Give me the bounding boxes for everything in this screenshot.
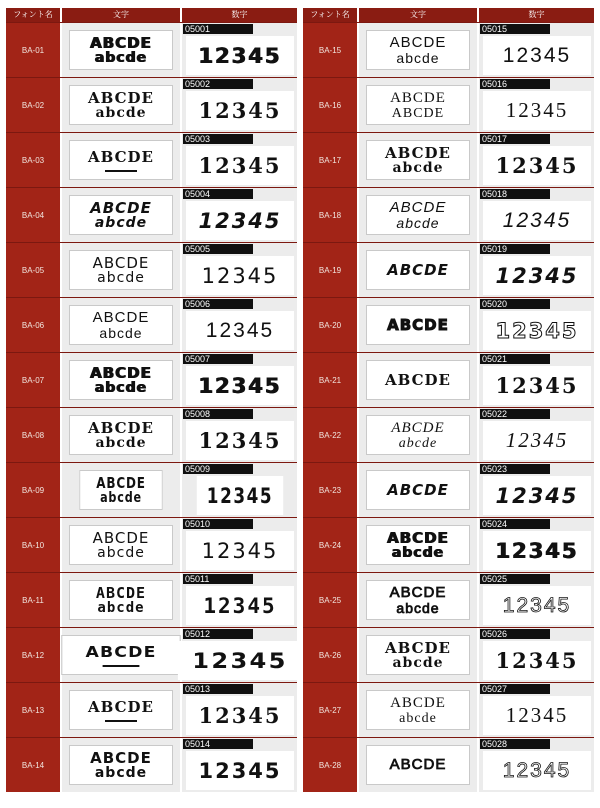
font-row [6, 132, 297, 187]
letters-sample [69, 525, 173, 565]
lowercase-sample: abcde [392, 159, 444, 176]
digits-cell [479, 78, 594, 132]
uppercase-sample: ABCDE [92, 528, 150, 547]
letters-cell [359, 188, 479, 242]
font-name-cell: BA-20 [303, 298, 359, 352]
letters-cell [359, 463, 479, 517]
font-row [6, 572, 297, 627]
letters-cell [62, 518, 182, 572]
lowercase-sample: abcde [99, 324, 143, 341]
digits-cell [182, 573, 297, 627]
letters-cell [62, 298, 182, 352]
digits-cell [479, 518, 594, 572]
digits-cell [182, 243, 297, 297]
letters-cell [62, 628, 182, 682]
product-code: 05017 [480, 134, 550, 144]
font-row [303, 737, 594, 792]
letters-sample [366, 690, 470, 730]
digits-sample: 12345 [483, 36, 591, 75]
letters-cell [62, 738, 182, 792]
lowercase-sample: abcde [94, 49, 148, 66]
product-code: 05026 [480, 629, 550, 639]
lowercase-sample: abcde [398, 435, 438, 451]
letters-sample [366, 305, 470, 345]
digits-cell [182, 408, 297, 462]
uppercase-sample: ABCDE [389, 583, 447, 601]
lowercase-sample: abcde [97, 544, 145, 561]
letters-cell [359, 683, 479, 737]
font-row [6, 682, 297, 737]
letters-cell [359, 133, 479, 187]
digits-sample: 12345 [483, 366, 591, 405]
uppercase-sample: ABCDE [385, 371, 451, 389]
letters-cell [359, 408, 479, 462]
letters-sample [366, 470, 470, 510]
letters-sample [69, 85, 173, 125]
font-name-cell: BA-14 [6, 738, 62, 792]
letters-sample [79, 470, 162, 510]
font-name-cell: BA-24 [303, 518, 359, 572]
digits-sample: 12345 [178, 641, 302, 680]
font-name-cell: BA-06 [6, 298, 62, 352]
header-letters: 文字 [62, 8, 182, 22]
lowercase-sample: abcde [396, 214, 440, 231]
font-name-cell: BA-12 [6, 628, 62, 682]
font-name-cell: BA-01 [6, 23, 62, 77]
uppercase-sample: ABCDE [88, 88, 154, 107]
uppercase-sample: ABCDE [88, 418, 154, 437]
uppercase-sample: ABCDE [95, 583, 147, 602]
header-digits: 数字 [528, 10, 545, 19]
letters-cell [62, 573, 182, 627]
digits-sample: 12345 [186, 421, 294, 460]
font-name-cell: BA-18 [303, 188, 359, 242]
letters-cell [359, 243, 479, 297]
lowercase-sample: ABCDE [391, 105, 445, 121]
font-rows [6, 22, 297, 792]
letters-cell [359, 573, 479, 627]
font-row [303, 682, 594, 737]
letters-sample [366, 85, 470, 125]
digits-sample: 12345 [186, 36, 294, 75]
uppercase-sample: ABCDE [85, 642, 157, 661]
letters-cell [359, 298, 479, 352]
font-name-cell: BA-15 [303, 23, 359, 77]
uppercase-sample: ABCDE [90, 33, 152, 52]
digits-cell [182, 23, 297, 77]
uppercase-sample: ABCDE [96, 473, 146, 492]
font-name-cell: BA-17 [303, 133, 359, 187]
product-code: 05005 [183, 244, 253, 254]
lowercase-sample: abcde [100, 489, 142, 506]
product-code: 05010 [183, 519, 253, 529]
digits-cell [182, 133, 297, 187]
uppercase-sample: ABCDE [389, 198, 447, 216]
font-row [303, 407, 594, 462]
product-code: 05009 [183, 464, 253, 474]
product-code: 05028 [480, 739, 550, 749]
letters-sample [366, 140, 470, 180]
table-header [303, 8, 594, 22]
lowercase-sample: abcde [399, 710, 437, 726]
header-font-name: フォント名 [303, 8, 359, 22]
product-code: 05001 [183, 24, 253, 34]
uppercase-sample: ABCDE [90, 748, 152, 767]
font-row [303, 132, 594, 187]
digits-cell [479, 463, 594, 517]
digits-sample: 12345 [186, 366, 294, 405]
letters-sample [366, 250, 470, 290]
uppercase-sample: ABCDE [387, 316, 449, 334]
letters-sample [69, 305, 173, 345]
digits-cell [479, 683, 594, 737]
letters-cell [62, 23, 182, 77]
letters-sample [69, 415, 173, 455]
uppercase-sample: ABCDE [92, 253, 150, 272]
letters-sample [366, 415, 470, 455]
font-name-cell: BA-11 [6, 573, 62, 627]
digits-cell [479, 188, 594, 242]
underline-bar [103, 665, 140, 667]
uppercase-sample: ABCDE [92, 308, 150, 326]
product-code: 05013 [183, 684, 253, 694]
digits-cell [182, 298, 297, 352]
product-code: 05004 [183, 189, 253, 199]
lowercase-sample: abcde [396, 599, 440, 616]
letters-sample [69, 195, 173, 235]
letters-sample [366, 195, 470, 235]
digits-cell [182, 738, 297, 792]
lowercase-sample: abcde [94, 764, 148, 781]
digits-sample: 12345 [483, 201, 591, 240]
digits-cell [479, 133, 594, 187]
font-row [6, 22, 297, 77]
product-code: 05022 [480, 409, 550, 419]
product-code: 05023 [480, 464, 550, 474]
header-letters: 文字 [359, 8, 479, 22]
digits-cell [182, 463, 297, 517]
letters-sample [69, 580, 173, 620]
letters-sample [366, 635, 470, 675]
uppercase-sample: ABCDE [385, 143, 451, 162]
letters-sample [69, 30, 173, 70]
uppercase-sample: ABCDE [387, 528, 449, 547]
digits-sample: 12345 [483, 696, 591, 735]
font-row [6, 627, 297, 682]
lowercase-sample: abcde [392, 654, 444, 671]
font-name-cell: BA-28 [303, 738, 359, 792]
uppercase-sample: ABCDE [90, 198, 152, 217]
product-code: 05016 [480, 79, 550, 89]
letters-sample [366, 30, 470, 70]
font-name-cell: BA-07 [6, 353, 62, 407]
digits-sample: 12345 [483, 531, 591, 570]
digits-sample: 12345 [186, 256, 294, 295]
product-code: 05025 [480, 574, 550, 584]
font-name-cell: BA-27 [303, 683, 359, 737]
right-font-table [303, 8, 594, 792]
product-code: 05015 [480, 24, 550, 34]
uppercase-sample: ABCDE [390, 89, 446, 106]
digits-cell [479, 243, 594, 297]
uppercase-sample: ABCDE [90, 363, 152, 382]
digits-cell [479, 573, 594, 627]
letters-cell [62, 683, 182, 737]
letters-sample [69, 690, 173, 730]
font-row [303, 77, 594, 132]
underline-bar [105, 720, 137, 722]
letters-cell [359, 78, 479, 132]
lowercase-sample: abcde [97, 599, 145, 616]
uppercase-sample: ABCDE [387, 481, 449, 499]
font-name-cell: BA-26 [303, 628, 359, 682]
letters-sample [366, 525, 470, 565]
letters-cell [62, 188, 182, 242]
font-row [6, 242, 297, 297]
lowercase-sample: abcde [396, 49, 440, 66]
lowercase-sample: abcde [95, 104, 147, 121]
digits-sample: 12345 [483, 641, 591, 680]
font-row [303, 297, 594, 352]
digits-sample: 12345 [483, 256, 591, 295]
font-name-cell: BA-13 [6, 683, 62, 737]
font-row [6, 462, 297, 517]
product-code: 05027 [480, 684, 550, 694]
uppercase-sample: ABCDE [389, 33, 447, 51]
font-row [6, 297, 297, 352]
lowercase-sample: abcde [94, 214, 148, 231]
digits-sample: 12345 [186, 201, 294, 240]
uppercase-sample: ABCDE [389, 756, 447, 773]
letters-sample [61, 635, 181, 675]
uppercase-sample: ABCDE [387, 261, 449, 279]
font-row [6, 407, 297, 462]
uppercase-sample: ABCDE [385, 638, 451, 657]
letters-cell [62, 78, 182, 132]
digits-sample: 12345 [186, 586, 294, 625]
font-row [303, 462, 594, 517]
product-code: 05003 [183, 134, 253, 144]
letters-cell [62, 408, 182, 462]
font-row [6, 187, 297, 242]
font-name-cell: BA-04 [6, 188, 62, 242]
letters-cell [359, 628, 479, 682]
digits-sample: 12345 [483, 146, 591, 185]
product-code: 05008 [183, 409, 253, 419]
font-row [303, 242, 594, 297]
digits-cell [182, 353, 297, 407]
digits-cell [182, 518, 297, 572]
digits-sample: 12345 [483, 421, 591, 460]
uppercase-sample: ABCDE [88, 147, 154, 166]
digits-sample: 12345 [483, 586, 591, 625]
digits-sample: 12345 [186, 696, 294, 735]
digits-cell [479, 408, 594, 462]
product-code: 05020 [480, 299, 550, 309]
product-code: 05011 [183, 574, 253, 584]
font-name-cell: BA-03 [6, 133, 62, 187]
letters-cell [359, 23, 479, 77]
digits-sample: 12345 [483, 751, 591, 790]
digits-sample: 12345 [186, 531, 294, 570]
letters-cell [62, 353, 182, 407]
letters-sample [366, 580, 470, 620]
digits-cell [182, 78, 297, 132]
font-row [303, 627, 594, 682]
font-name-cell: BA-09 [6, 463, 62, 517]
digits-cell [182, 628, 297, 682]
product-code: 05024 [480, 519, 550, 529]
font-name-cell: BA-23 [303, 463, 359, 517]
digits-sample: 12345 [186, 146, 294, 185]
letters-cell [62, 243, 182, 297]
letters-sample [366, 745, 470, 785]
letters-cell [359, 518, 479, 572]
font-name-cell: BA-19 [303, 243, 359, 297]
font-name-cell: BA-10 [6, 518, 62, 572]
digits-sample: 12345 [483, 476, 591, 515]
product-code: 05007 [183, 354, 253, 364]
font-name-cell: BA-22 [303, 408, 359, 462]
font-name-cell: BA-25 [303, 573, 359, 627]
font-row [303, 572, 594, 627]
font-row [303, 22, 594, 77]
digits-cell [479, 353, 594, 407]
font-row [6, 517, 297, 572]
font-row [303, 187, 594, 242]
underline-bar [105, 170, 137, 172]
left-font-table [6, 8, 297, 792]
letters-sample [366, 360, 470, 400]
product-code: 05006 [183, 299, 253, 309]
digits-cell [479, 738, 594, 792]
letters-sample [69, 250, 173, 290]
lowercase-sample: abcde [95, 434, 147, 451]
font-name-cell: BA-05 [6, 243, 62, 297]
digits-cell [479, 23, 594, 77]
digits-sample: 12345 [186, 311, 294, 350]
table-header [6, 8, 297, 22]
digits-sample: 12345 [186, 751, 294, 790]
uppercase-sample: ABCDE [390, 694, 446, 711]
digits-sample: 12345 [483, 311, 591, 350]
digits-sample: 12345 [186, 91, 294, 130]
letters-cell [359, 738, 479, 792]
product-code: 05012 [183, 629, 253, 639]
lowercase-sample: abcde [94, 379, 148, 396]
digits-cell [479, 628, 594, 682]
font-name-cell: BA-16 [303, 78, 359, 132]
letters-cell [62, 133, 182, 187]
header-font-name: フォント名 [6, 8, 62, 22]
product-code: 05019 [480, 244, 550, 254]
lowercase-sample: abcde [391, 544, 445, 561]
letters-sample [69, 745, 173, 785]
lowercase-sample: abcde [97, 269, 145, 286]
product-code: 05002 [183, 79, 253, 89]
font-row [6, 352, 297, 407]
header-digits: 数字 [231, 10, 248, 19]
digits-cell [479, 298, 594, 352]
font-name-cell: BA-08 [6, 408, 62, 462]
font-name-cell: BA-21 [303, 353, 359, 407]
uppercase-sample: ABCDE [88, 697, 154, 716]
letters-sample [69, 360, 173, 400]
letters-cell [62, 463, 182, 517]
product-code: 05014 [183, 739, 253, 749]
uppercase-sample: ABCDE [391, 419, 445, 436]
digits-sample: 12345 [197, 476, 283, 515]
product-code: 05021 [480, 354, 550, 364]
digits-cell [182, 188, 297, 242]
letters-cell [359, 353, 479, 407]
digits-sample: 12345 [483, 91, 591, 130]
digits-cell [182, 683, 297, 737]
font-rows [303, 22, 594, 792]
font-name-cell: BA-02 [6, 78, 62, 132]
letters-sample [69, 140, 173, 180]
font-row [6, 737, 297, 792]
font-row [303, 517, 594, 572]
product-code: 05018 [480, 189, 550, 199]
font-row [6, 77, 297, 132]
font-row [303, 352, 594, 407]
